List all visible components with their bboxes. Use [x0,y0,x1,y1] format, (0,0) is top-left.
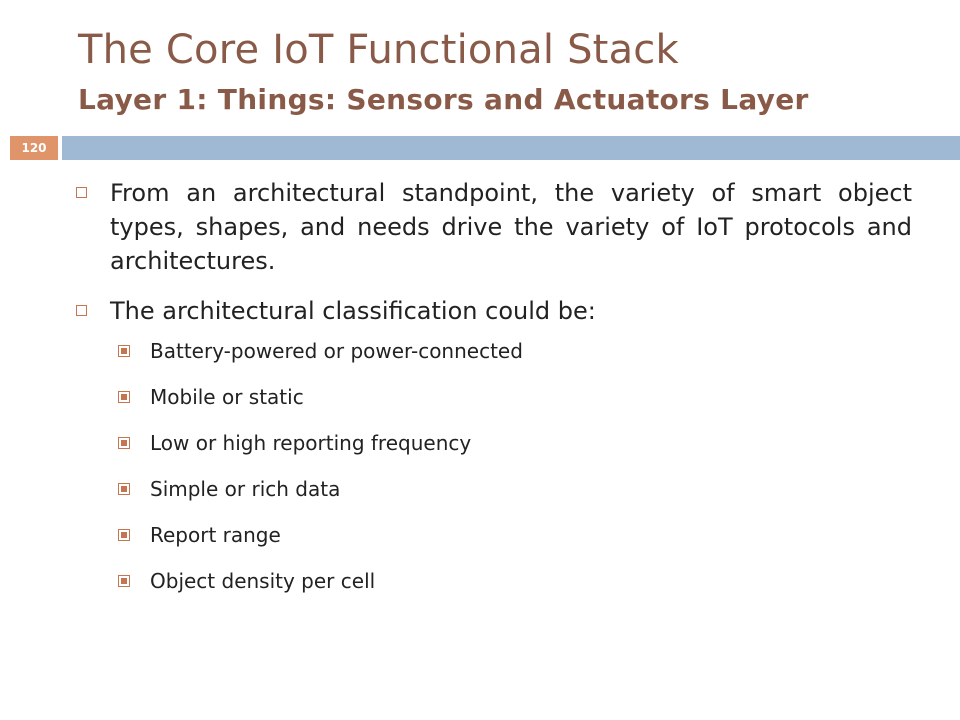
sub-bullet-item [118,568,920,594]
sub-bullet-item [118,384,920,410]
slide-subtitle: Layer 1: Things: Sensors and Actuators Layer [78,83,809,116]
hollow-square-bullet-icon [76,187,87,198]
sub-bullet-text: Report range [150,523,281,547]
sub-bullet-text: Object density per cell [150,569,376,593]
sub-bullet-item [118,476,920,502]
sub-bullet-item [118,522,920,548]
sub-bullet-text: Mobile or static [150,385,304,409]
filled-square-bullet-icon [118,345,130,357]
slide-title: The Core IoT Functional Stack [78,27,679,73]
bullet-text: From an architectural standpoint, the variety of smart object types, shapes, and needs drive the variety of IoT protocols and architectures. [110,179,912,275]
bullet-text: The architectural classification could be: [110,297,596,325]
bullet-item [76,294,912,594]
filled-square-bullet-icon [118,529,130,541]
sub-bullet-item [118,338,920,364]
filled-square-bullet-icon [118,437,130,449]
page-number-badge [10,136,58,160]
page-number: 120 [21,141,47,155]
bullet-item [76,176,912,278]
filled-square-bullet-icon [118,391,130,403]
hollow-square-bullet-icon [76,305,87,316]
sub-bullet-item [118,430,920,456]
sub-bullet-list [110,338,912,594]
sub-bullet-text: Low or high reporting frequency [150,431,472,455]
header-bar [62,136,960,160]
bullet-list [76,176,912,614]
title-block [78,26,938,118]
sub-bullet-text: Simple or rich data [150,477,341,501]
sub-bullet-text: Battery-powered or power-connected [150,339,523,363]
filled-square-bullet-icon [118,575,130,587]
filled-square-bullet-icon [118,483,130,495]
